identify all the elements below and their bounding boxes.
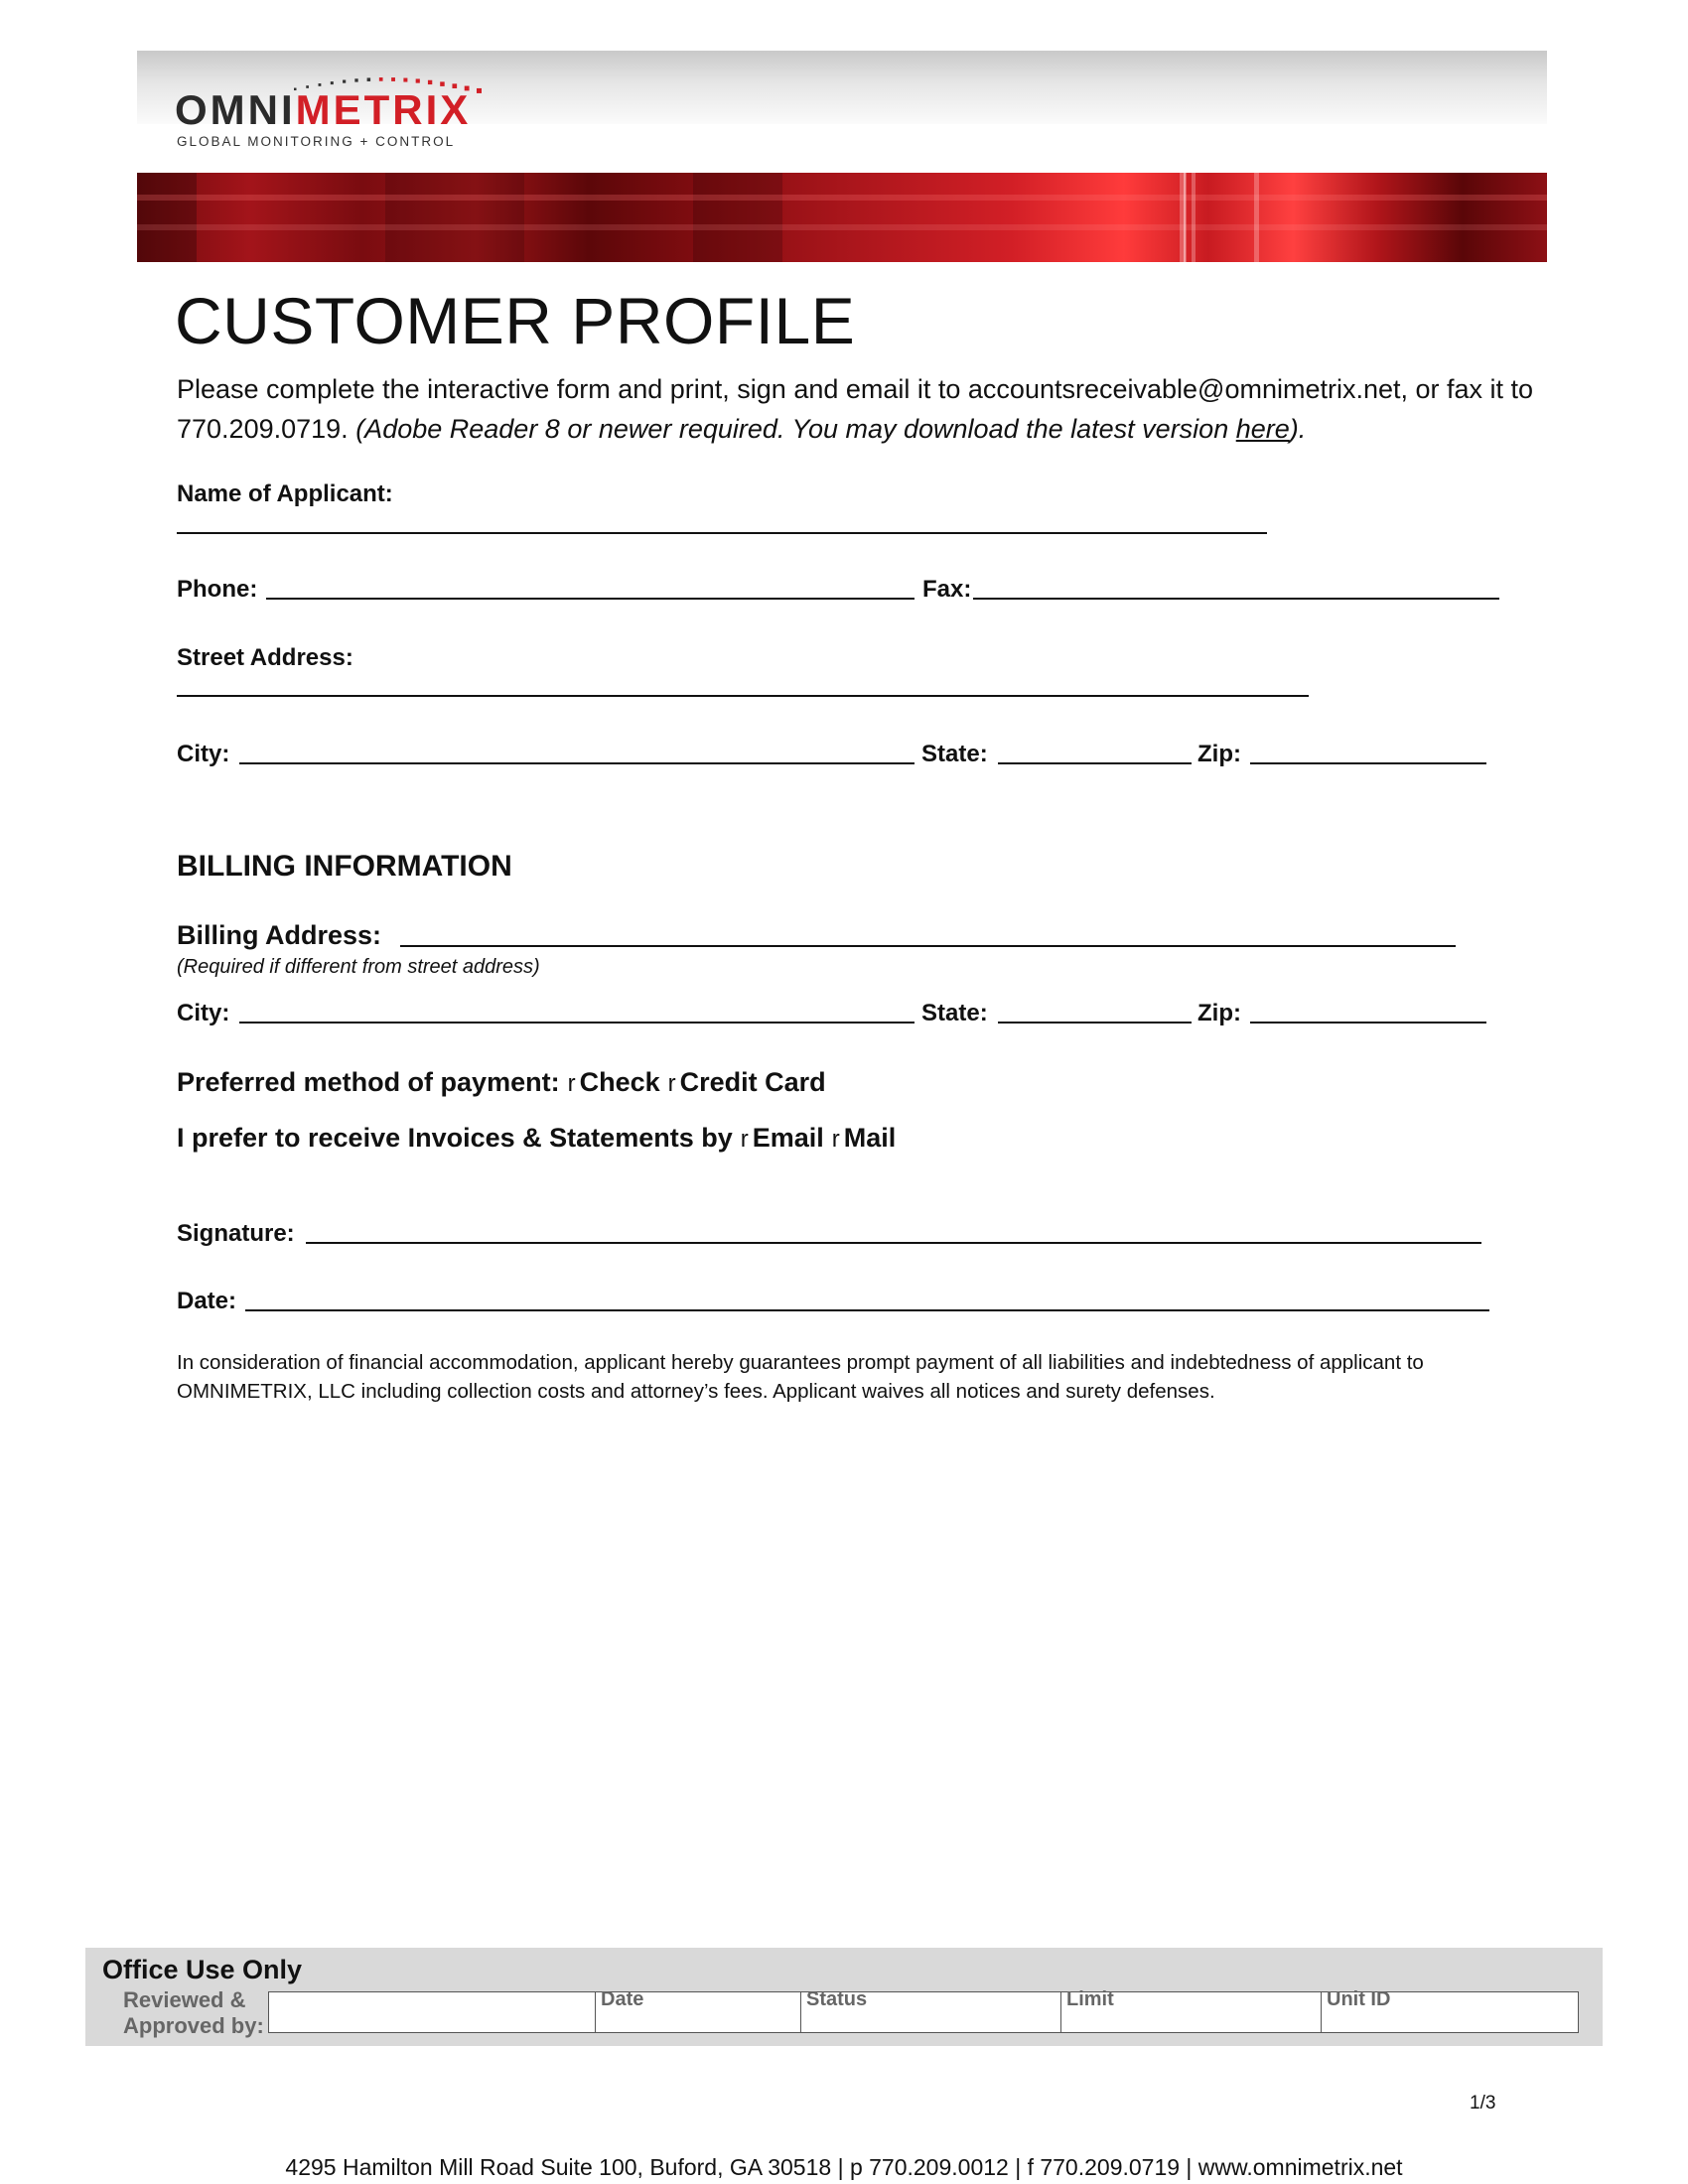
logo-dot [428, 80, 432, 84]
billing-state-field[interactable] [998, 1022, 1192, 1024]
office-unit-id-cell[interactable] [1321, 1988, 1577, 2032]
office-unit-id-label: Unit ID [1327, 1988, 1391, 2010]
billing-information-heading: BILLING INFORMATION [177, 850, 512, 883]
payment-method-label: Preferred method of payment: [177, 1067, 560, 1097]
billing-address-field[interactable] [400, 945, 1456, 947]
reviewed-label-line2: Approved by: [123, 2013, 264, 2038]
office-limit-label: Limit [1066, 1988, 1114, 2010]
logo-dot [354, 78, 357, 81]
billing-address-label: Billing Address: [177, 920, 382, 950]
credit-card-option-label: Credit Card [679, 1067, 826, 1097]
email-option-label: Email [752, 1123, 824, 1153]
logo-dot [331, 81, 334, 84]
download-link[interactable]: here [1235, 414, 1290, 444]
omnimetrix-logo [175, 66, 492, 155]
guarantee-disclaimer: In consideration of financial accommodation, applicant hereby guarantees prompt payment of all liabilities and indebtedness of applicant to OMNIMETRIX, LLC including collection costs and attorney’s fees. Applicant waives all notices and surety defenses. [177, 1351, 1424, 1403]
fax-label: Fax: [922, 576, 972, 603]
intro-text: Please complete the interactive form and print, sign and email it to accountsreceivable@omnimetrix.net, or fax it to 770.209.0719. [177, 374, 1534, 444]
state-field[interactable] [998, 762, 1192, 764]
logo-wordmark [175, 86, 472, 133]
signature-field[interactable] [306, 1242, 1481, 1244]
office-date-label: Date [601, 1988, 644, 2010]
logo-dot [367, 77, 371, 81]
mail-option-label: Mail [843, 1123, 897, 1153]
billing-city-field[interactable] [239, 1022, 914, 1024]
name-of-applicant-label: Name of Applicant: [177, 480, 393, 507]
billing-state-label: State: [921, 1000, 988, 1026]
logo-dot [477, 88, 482, 93]
page-title: CUSTOMER PROFILE [175, 284, 856, 357]
logo-metrix: METRIX [295, 86, 472, 133]
logo-dot [343, 80, 346, 83]
billing-zip-field[interactable] [1250, 1022, 1486, 1024]
fax-field[interactable] [973, 598, 1499, 600]
office-status-label: Status [806, 1988, 868, 2010]
billing-city-label: City: [177, 1000, 230, 1026]
zip-label: Zip: [1197, 741, 1241, 767]
intro-paragraph [177, 369, 1547, 449]
logo-dot [403, 78, 407, 82]
invoice-preference-label: I prefer to receive Invoices & Statements by [177, 1123, 733, 1153]
zip-field[interactable] [1250, 762, 1486, 764]
date-label: Date: [177, 1288, 237, 1314]
footer-address: 4295 Hamilton Mill Road Suite 100, Buford, GA 30518 | p 770.209.0012 | f 770.209.0719 | www.omnimetrix.net [285, 2154, 1403, 2180]
street-address-field[interactable] [177, 695, 1309, 697]
date-field[interactable] [245, 1309, 1489, 1311]
intro-note-suffix: ). [1289, 414, 1307, 444]
approved-by-cell[interactable] [269, 1992, 595, 2032]
office-status-cell[interactable] [800, 1988, 1060, 2032]
phone-field[interactable] [266, 598, 914, 600]
intro-note-prefix: (Adobe Reader 8 or newer required. You may download the latest version [355, 414, 1236, 444]
intro-note [355, 414, 1306, 444]
check-option-label: Check [579, 1067, 660, 1097]
logo-tagline: GLOBAL MONITORING + CONTROL [177, 134, 456, 149]
payment-method-row [177, 1069, 826, 1096]
logo-omni: OMNI [175, 86, 296, 133]
phone-label: Phone: [177, 576, 258, 603]
check-checkbox[interactable]: r [567, 1070, 576, 1097]
billing-zip-label: Zip: [1197, 1000, 1241, 1026]
reviewed-approved-label [123, 1987, 264, 2039]
mail-checkbox[interactable]: r [831, 1126, 840, 1153]
office-use-table [268, 1988, 1579, 2033]
state-label: State: [921, 741, 988, 767]
email-checkbox[interactable]: r [740, 1126, 749, 1153]
logo-dot [416, 78, 420, 82]
billing-address-note: (Required if different from street address) [177, 956, 540, 978]
invoice-preference-row [177, 1125, 896, 1152]
signature-label: Signature: [177, 1220, 295, 1247]
page-number: 1/3 [1470, 2093, 1496, 2114]
logo-dot [379, 77, 383, 81]
logo-dot [391, 77, 395, 81]
street-address-label: Street Address: [177, 644, 353, 671]
office-use-title: Office Use Only [102, 1955, 303, 1984]
name-of-applicant-field[interactable] [177, 532, 1267, 534]
office-limit-cell[interactable] [1060, 1988, 1321, 2032]
office-date-cell[interactable] [595, 1988, 800, 2032]
credit-card-checkbox[interactable]: r [667, 1070, 676, 1097]
city-field[interactable] [239, 762, 914, 764]
decorative-red-banner [137, 173, 1547, 262]
office-use-panel [85, 1948, 1603, 2046]
reviewed-label-line1: Reviewed & [123, 1987, 246, 2012]
city-label: City: [177, 741, 230, 767]
